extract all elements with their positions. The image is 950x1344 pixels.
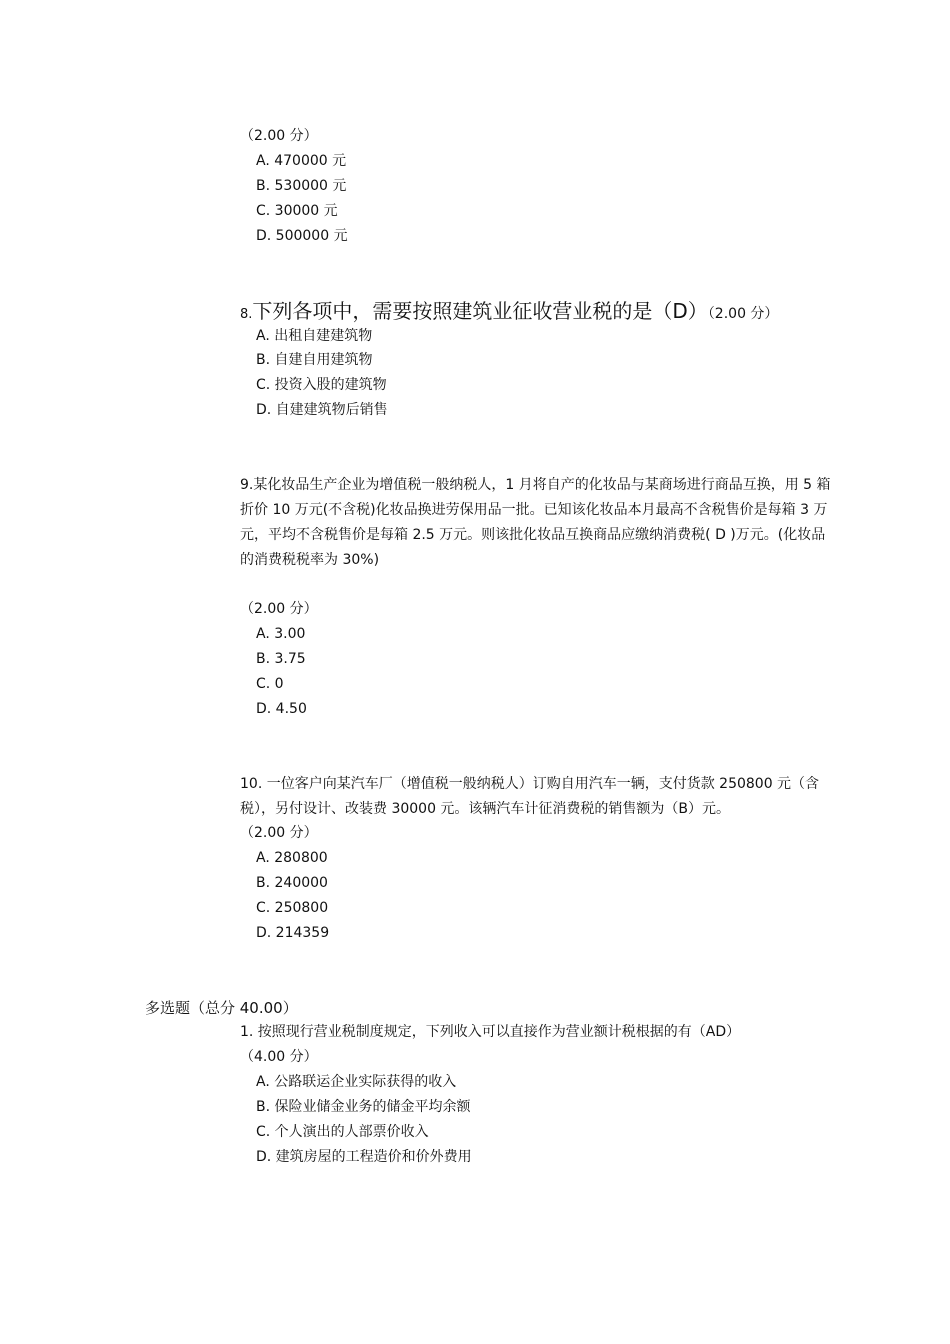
- question-9-text: 9.某化妆品生产企业为增值税一般纳税人，1 月将自产的化妆品与某商场进行商品互换，用 5 箱折价 10 万元(不含税)化妆品换进劳保用品一批。已知该化妆品本月最高不含税售价是每箱 3 万元，平均不含税售价是每箱 2.5 万元。则该批化妆品互换商品应缴纳消费税( D )万元。(化妆品的消费税税率为 30%): [240, 477, 831, 568]
- option-c: C. 250800: [256, 900, 329, 916]
- option-c: C. 投资入股的建筑物: [256, 377, 387, 393]
- question-score: （2.00 分）: [240, 825, 318, 841]
- option-b: B. 530000 元: [256, 178, 347, 194]
- option-c: C. 30000 元: [256, 203, 338, 219]
- option-b: B. 保险业储金业务的储金平均余额: [256, 1099, 471, 1115]
- option-b: B. 240000: [256, 875, 328, 891]
- option-d: D. 500000 元: [256, 228, 348, 244]
- option-d: D. 4.50: [256, 701, 307, 717]
- section-title: 多选题（总分 40.00）: [145, 999, 298, 1017]
- option-d: D. 建筑房屋的工程造价和价外费用: [256, 1149, 472, 1165]
- question-score: （4.00 分）: [240, 1049, 318, 1065]
- question-text: 下列各项中，需要按照建筑业征收营业税的是（D）: [252, 299, 708, 323]
- question-score: （2.00 分）: [707, 306, 779, 322]
- option-a: A. 出租自建建筑物: [256, 328, 373, 344]
- option-d: D. 自建建筑物后销售: [256, 402, 388, 418]
- question-score: （2.00 分）: [240, 128, 318, 144]
- option-a: A. 公路联运企业实际获得的收入: [256, 1074, 457, 1090]
- option-c: C. 个人演出的人部票价收入: [256, 1124, 429, 1140]
- question-1-text: 1. 按照现行营业税制度规定，下列收入可以直接作为营业额计税根据的有（AD）: [240, 1024, 741, 1040]
- option-d: D. 214359: [256, 925, 330, 941]
- question-10-text: 10. 一位客户向某汽车厂（增值税一般纳税人）订购自用汽车一辆，支付货款 250800 元（含税），另付设计、改装费 30000 元。该辆汽车计征消费税的销售额为（B）元。: [240, 776, 820, 817]
- question-8: [240, 298, 778, 328]
- question-score: （2.00 分）: [240, 601, 318, 617]
- option-b: B. 3.75: [256, 651, 306, 667]
- option-c: C. 0: [256, 676, 284, 692]
- option-a: A. 280800: [256, 850, 328, 866]
- option-a: A. 3.00: [256, 626, 306, 642]
- question-number: 8.: [240, 307, 253, 322]
- option-b: B. 自建自用建筑物: [256, 352, 373, 368]
- option-a: A. 470000 元: [256, 153, 347, 169]
